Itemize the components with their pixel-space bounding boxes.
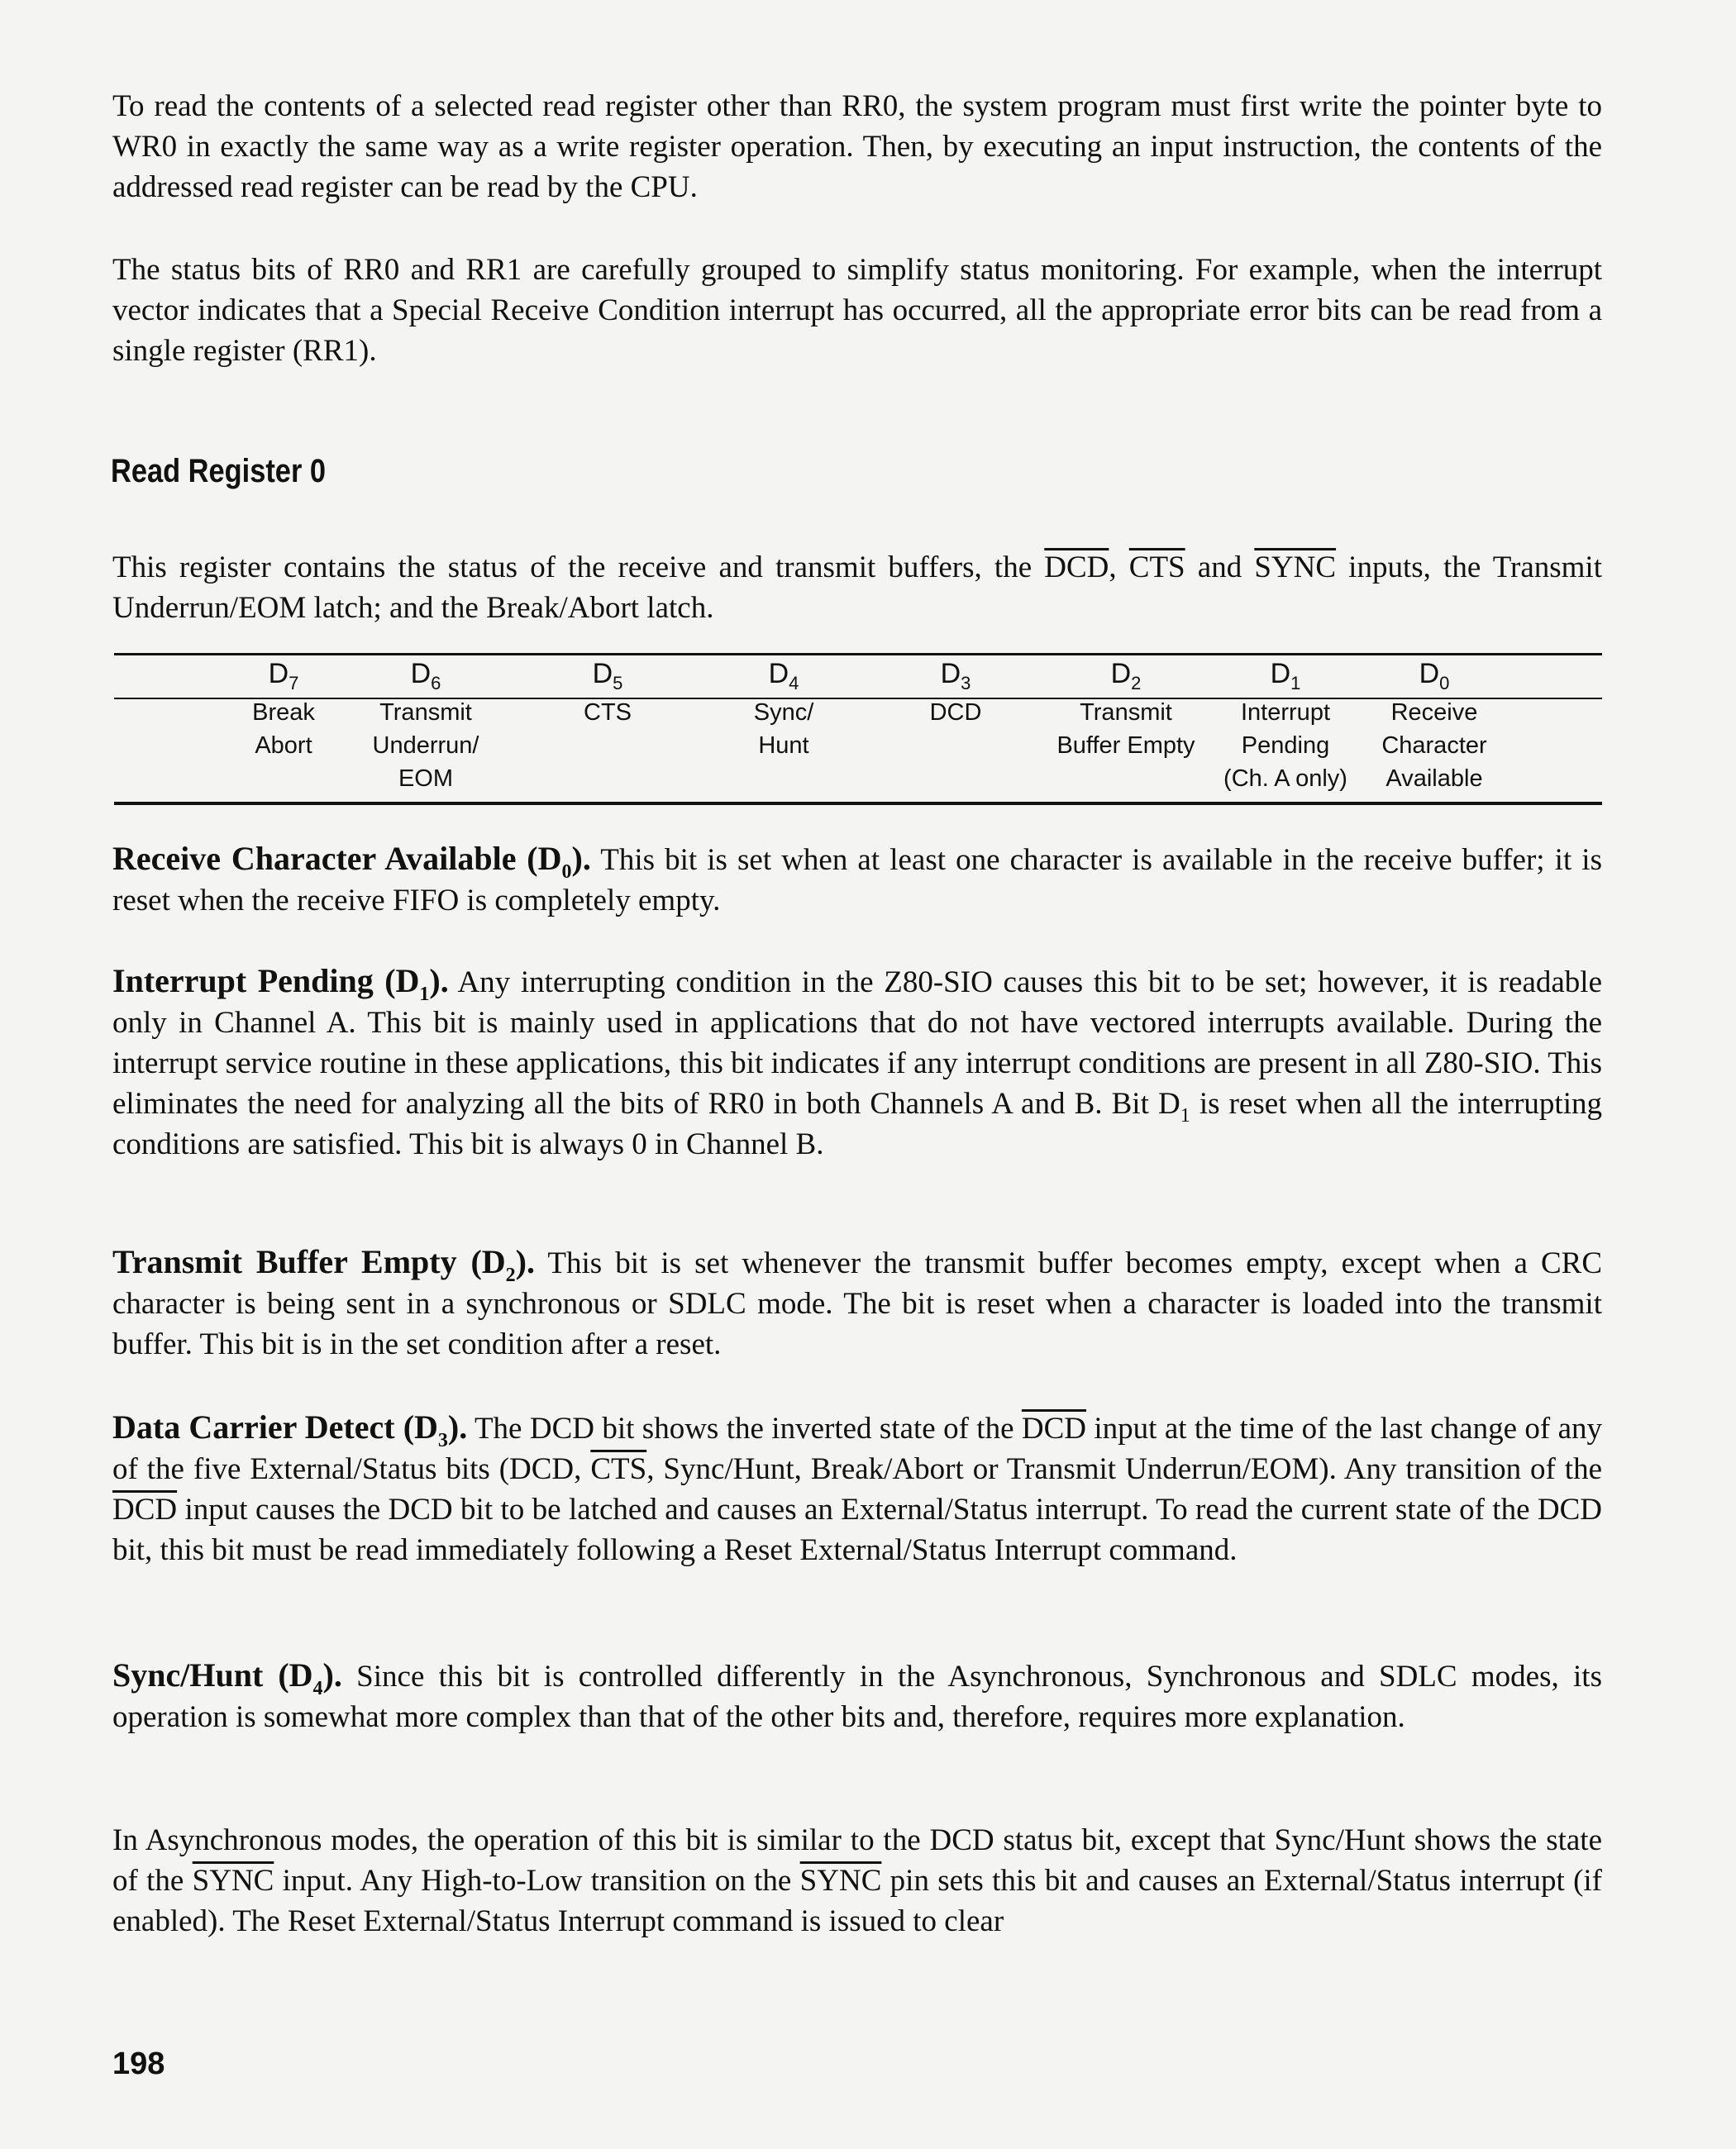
cts-overline-text: $\overline{CTS}$ [1128,550,1185,584]
asynchronous-modes-paragraph: In Asynchronous modes, the operation of this bit is similar to the DCD status bit, except that Sync/Hunt shows the state of the SYNC input. Any High-to-Low transition on the SYNC pin sets this bit and causes an External/Status interrupt (if enabled). The Reset External/Status Interrupt command is issued to clear [112,1823,1603,1938]
bit-description: Receive Character Available [1381,699,1487,792]
bit-description: Break Abort [252,699,315,759]
data-carrier-detect-paragraph: Data Carrier Detect $(D_3)$. The DCD bit shows the inverted state of the $\overline{DCD}$ input at the time of the last change of any of the five External/Status bits (DCD, $\overline{CTS}$, Sync/Hunt, Break/Abort or Transmit Underrun/EOM). Any transition of the $\overline{DCD}$ input causes the DCD bit to be latched and causes an External/Status interrupt. To read the current state of the DCD bit, this bit must be read immediately following a Reset External/Status Interrupt command. [112,1408,1603,1567]
register-bit-d0 [1335,653,1533,802]
register-bit-d5 [541,653,674,802]
bit-description: $\overline{CTS}$ [584,699,632,726]
diagram-bottom-rule [114,802,1602,805]
register-bit-diagram [114,653,1602,810]
section-heading: Read Register 0 [111,453,327,489]
status-bits-paragraph: The status bits of RR0 and RR1 are carefully grouped to simplify status monitoring. For example, when the interrupt vector indicates that a Special Receive Condition interrupt has occurred, all the appropriate error bits can be read from a single register (RR1). [112,253,1602,368]
bit-label: $D_1$ [1270,658,1301,693]
receive-character-available-paragraph: Receive Character Available $(D_0)$. This bit is set when at least one character is available in the receive buffer; it is reset when the receive FIFO is completely empty. [112,840,1602,917]
register-description-paragraph: This register contains the status of the receive and transmit buffers, the $\overline{DCD}$, $\overline{CTS}$ and SYNC inputs, the Transmit Underrun/EOM latch; and the Break/Abort latch. [112,550,1602,625]
sync-hunt-title: Sync/Hunt $(D_4)$. [112,1656,342,1699]
bit-label: $D_3$ [940,658,971,693]
bit-description: $\overline{DCD}$ [929,699,982,726]
interrupt-pending-paragraph: Interrupt Pending $(D_1)$. Any interrupting condition in the Z80-SIO causes this bit to be set; however, it is readable only in Channel A. This bit is mainly used in applications that do not have vectored interrupts available. During the interrupt service routine in these applications, this bit indicates if any interrupt conditions are present in all Z80-SIO. This eliminates the need for analyzing all the bits of RR0 in both Channels A and B. Bit $D_1$ is reset when all the interrupting conditions are satisfied. This bit is always 0 in Channel B. [112,962,1602,1161]
bit-label: $D_5$ [592,658,623,693]
bit-label: $D_2$ [1110,658,1142,693]
register-bit-d3 [889,653,1022,802]
rca-title: Receive Character Available $(D_0)$. [112,840,591,883]
bit-description: Transmit Underrun/ EOM [372,699,479,792]
dcd-overline-text: $\overline{DCD}$ [1044,550,1109,584]
sync-hunt-paragraph: Sync/Hunt $(D_4)$. Since this bit is controlled differently in the Asynchronous, Synchronous and SDLC modes, its operation is somewhat more complex than that of the other bits and, therefore, requires more explanation. [112,1656,1602,1734]
page-number: 198 [112,2047,165,2081]
transmit-buffer-empty-paragraph: Transmit Buffer Empty $(D_2)$. This bit is set whenever the transmit buffer becomes empty, except when a CRC character is being sent in a synchronous or SDLC mode. The bit is reset when a character is loaded into the transmit buffer. This bit is in the set condition after a reset. [112,1243,1602,1361]
bit-label: $D_6$ [410,658,441,693]
tbe-title: Transmit Buffer Empty $(D_2)$. [112,1243,535,1286]
register-bit-d6 [327,653,525,802]
ip-title: Interrupt Pending $(D_1)$. [112,962,449,1005]
register-bit-d4 [701,653,866,802]
intro-paragraph: To read the contents of a selected read register other than RR0, the system program must first write the pointer byte to WR0 in exactly the same way as a write register operation. Then, by executing an input instruction, the contents of the addressed read register can be read by the CPU. [112,89,1602,204]
bit-label: $D_7$ [268,658,299,693]
bit-label: $D_0$ [1419,658,1450,693]
bit-description: Interrupt Pending (Ch. A only) [1223,699,1347,792]
bit-description: Transmit Buffer Empty [1056,699,1195,759]
bit-description: Sync/ Hunt [753,699,814,759]
dcd-title: Data Carrier Detect $(D_3)$. [112,1408,468,1451]
sync-overline-text: SYNC [1254,550,1337,584]
bit-label: $D_4$ [768,658,799,693]
